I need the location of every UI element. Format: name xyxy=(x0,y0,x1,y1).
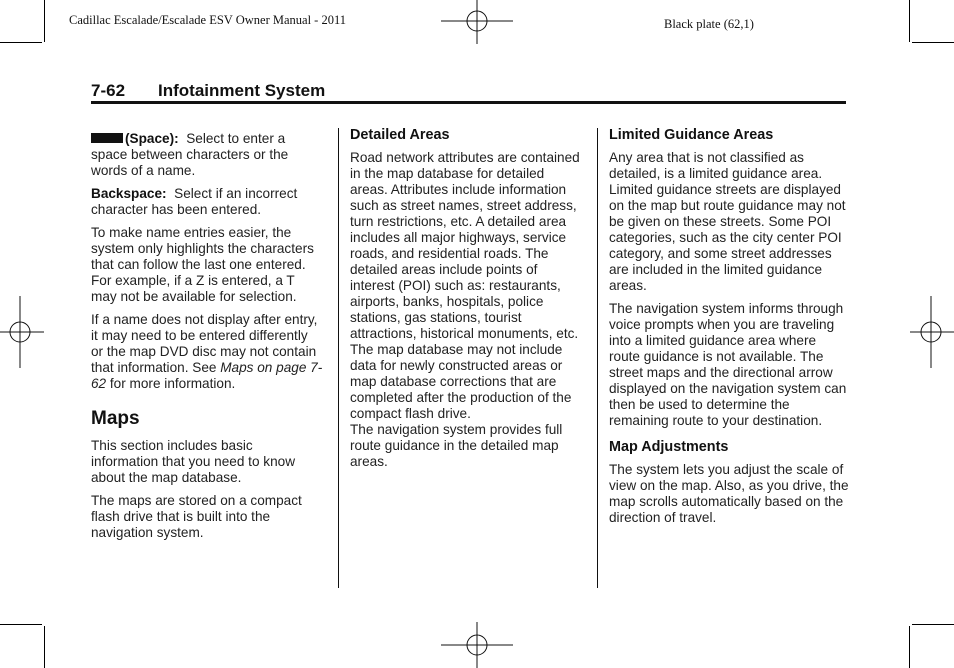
registration-mark-right xyxy=(910,296,954,368)
maps-storage-paragraph: The maps are stored on a compact flash drive that is built into the navigation system. xyxy=(91,493,302,540)
registration-mark-left xyxy=(0,296,44,368)
header-rule xyxy=(91,101,846,104)
crop-mark xyxy=(44,626,45,668)
maps-heading: Maps xyxy=(91,408,140,429)
crop-mark xyxy=(44,0,45,42)
route-guidance-paragraph: The navigation system provides full route guidance in the detailed map areas. xyxy=(350,422,563,469)
name-display-text-end: for more information. xyxy=(109,376,236,391)
crop-mark xyxy=(912,42,954,43)
map-adjustments-heading: Map Adjustments xyxy=(609,439,729,455)
map-adjustments-paragraph: The system lets you adjust the scale of view on the map. Also, as you drive, the map scrolls automatically based on the direction of travel. xyxy=(609,462,849,525)
name-display-paragraph xyxy=(91,312,323,392)
column-divider xyxy=(597,128,598,588)
space-key-icon xyxy=(91,133,123,143)
section-title: Infotainment System xyxy=(158,81,326,100)
crop-mark xyxy=(0,624,42,625)
backspace-entry xyxy=(91,186,323,218)
backspace-label: Backspace: xyxy=(91,186,167,201)
column-3 xyxy=(609,127,849,533)
detailed-areas-heading: Detailed Areas xyxy=(350,127,450,143)
voice-prompts-paragraph: The navigation system informs through voice prompts when you are traveling into a limited guidance area where route guidance is not available. The street maps and the directional arrow displayed on the navigation system can then be used to determine the remaining route to your destination. xyxy=(609,301,847,428)
maps-intro-paragraph: This section includes basic information that you need to know about the map database. xyxy=(91,438,296,485)
column-2 xyxy=(350,127,584,477)
crop-mark xyxy=(0,42,42,43)
name-entry-paragraph: To make name entries easier, the system only highlights the characters that can follow the last one entered. For example, if a Z is entered, a T may not be available for selection. xyxy=(91,225,314,304)
name-display-text: If a name does not display after entry, it may need to be entered differently or the map DVD disc may not contain that information. See xyxy=(91,312,318,375)
manual-title: Cadillac Escalade/Escalade ESV Owner Manual - 2011 xyxy=(69,13,346,27)
crop-mark xyxy=(912,624,954,625)
space-label: (Space): xyxy=(125,131,179,146)
detailed-areas-paragraph: Road network attributes are contained in the map database for detailed areas. Attributes include information such as street names, street address, turn restrictions, etc. A detailed area includes all major highways, service roads, and residential roads. The detailed areas include points of interest (POI) such as: restaurants, airports, banks, hospitals, police stations, gas stations, tourist attractions, historical monuments, etc. The map database may not include data for newly constructed areas or map database corrections that are completed after the production of the compact flash drive. xyxy=(350,150,580,421)
limited-guidance-paragraph: Any area that is not classified as detailed, is a limited guidance area. Limited guidance streets are displayed on the map but route guidance may not be given on these streets. Some POI categories, such as the city center POI category, and some street addresses are included in the limited guidance areas. xyxy=(609,150,846,293)
column-divider xyxy=(338,128,339,588)
backspace-text: Select if an incorrect character has been entered. xyxy=(91,186,298,217)
crop-mark xyxy=(909,626,910,668)
page-number: 7-62 xyxy=(91,81,126,100)
limited-guidance-heading: Limited Guidance Areas xyxy=(609,127,774,143)
column-1 xyxy=(91,131,323,548)
registration-mark-bottom xyxy=(441,622,513,668)
registration-mark-top xyxy=(441,0,513,44)
maps-reference-link[interactable]: Maps on page 7-62 xyxy=(91,360,323,391)
space-text: Select to enter a space between characters or the words of a name. xyxy=(91,131,289,178)
space-entry xyxy=(91,131,323,179)
plate-label: Black plate (62,1) xyxy=(664,17,754,31)
crop-mark xyxy=(909,0,910,42)
